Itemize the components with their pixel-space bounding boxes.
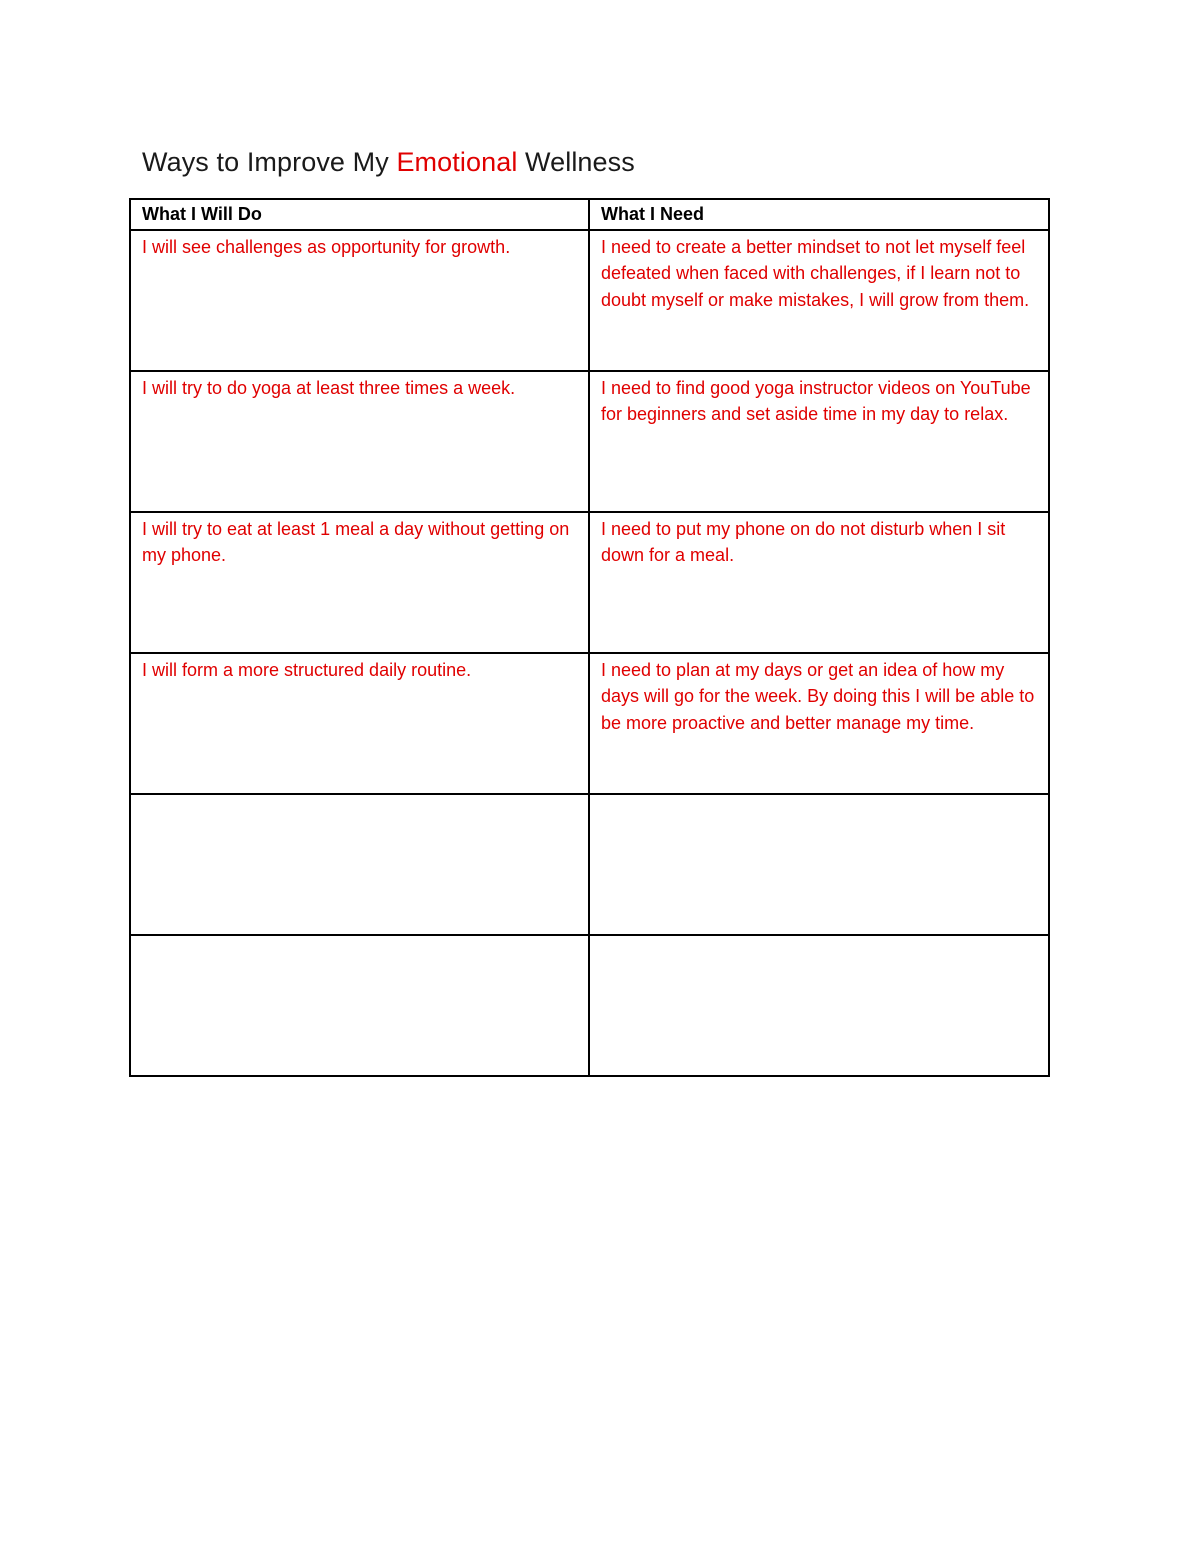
table-row bbox=[130, 512, 1049, 653]
header-what-i-need: What I Need bbox=[589, 199, 1049, 230]
need-cell: I need to put my phone on do not disturb when I sit down for a meal. bbox=[589, 512, 1049, 653]
need-cell: I need to plan at my days or get an idea of how my days will go for the week. By doing this I will be able to be more proactive and better manage my time. bbox=[589, 653, 1049, 794]
title-before: Ways to Improve My bbox=[142, 147, 397, 177]
table-row bbox=[130, 371, 1049, 512]
table-row bbox=[130, 230, 1049, 371]
title-after: Wellness bbox=[517, 147, 635, 177]
table-row bbox=[130, 935, 1049, 1076]
will-do-cell: I will try to eat at least 1 meal a day without getting on my phone. bbox=[130, 512, 589, 653]
will-do-cell bbox=[130, 935, 589, 1076]
table-row bbox=[130, 653, 1049, 794]
need-cell bbox=[589, 935, 1049, 1076]
will-do-cell: I will see challenges as opportunity for growth. bbox=[130, 230, 589, 371]
will-do-cell: I will try to do yoga at least three times a week. bbox=[130, 371, 589, 512]
need-cell: I need to find good yoga instructor videos on YouTube for beginners and set aside time in my day to relax. bbox=[589, 371, 1049, 512]
need-cell bbox=[589, 794, 1049, 935]
page-title bbox=[142, 144, 635, 180]
need-cell: I need to create a better mindset to not let myself feel defeated when faced with challenges, if I learn not to doubt myself or make mistakes, I will grow from them. bbox=[589, 230, 1049, 371]
title-accent: Emotional bbox=[396, 147, 518, 177]
table-row bbox=[130, 794, 1049, 935]
will-do-cell bbox=[130, 794, 589, 935]
header-what-i-will-do: What I Will Do bbox=[130, 199, 589, 230]
will-do-cell: I will form a more structured daily routine. bbox=[130, 653, 589, 794]
table-header-row bbox=[130, 199, 1049, 230]
wellness-plan-table bbox=[129, 198, 1050, 1077]
